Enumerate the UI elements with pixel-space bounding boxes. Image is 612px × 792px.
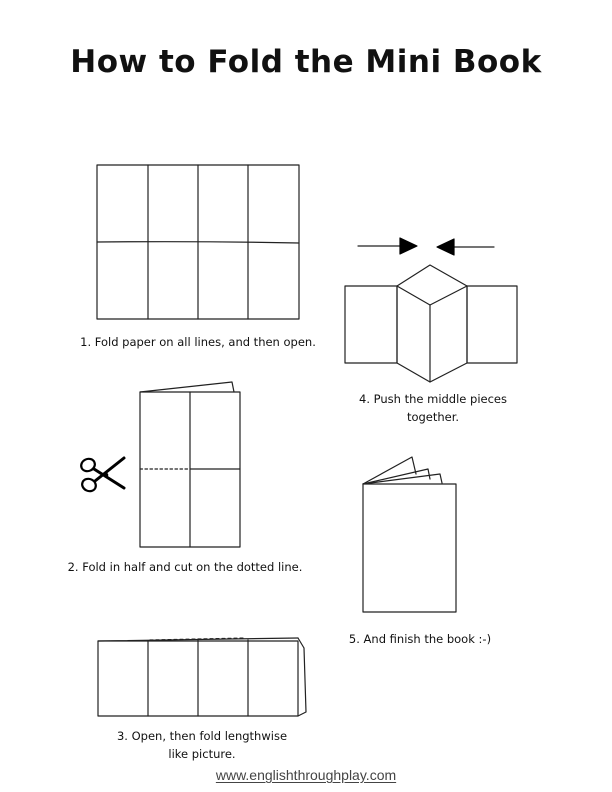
step3-caption-line2: like picture. (168, 747, 236, 761)
page-title: How to Fold the Mini Book (70, 44, 542, 80)
step3-caption-line1: 3. Open, then fold lengthwise (116, 729, 288, 743)
step1-caption: 1. Fold paper on all lines, and then open. (80, 335, 316, 349)
step4-push-middle (345, 265, 517, 382)
footer-website[interactable]: www.englishthroughplay.com (215, 767, 397, 783)
step5-caption: 5. And finish the book :-) (348, 632, 492, 646)
step5-finished-book (363, 457, 456, 612)
step2-folded-paper (140, 382, 240, 547)
scissors-icon (79, 457, 124, 494)
step2-caption: 2. Fold in half and cut on the dotted line. (67, 560, 303, 574)
step3-lengthwise-fold (98, 638, 306, 716)
step3-caption (82, 727, 322, 763)
step4-caption (333, 390, 533, 426)
arrow-left-icon (437, 239, 494, 255)
step4-caption-line1: 4. Push the middle pieces (359, 392, 507, 406)
step4-caption-line2: together. (406, 410, 460, 424)
step1-paper-grid (97, 165, 299, 319)
arrow-right-icon (358, 238, 417, 254)
